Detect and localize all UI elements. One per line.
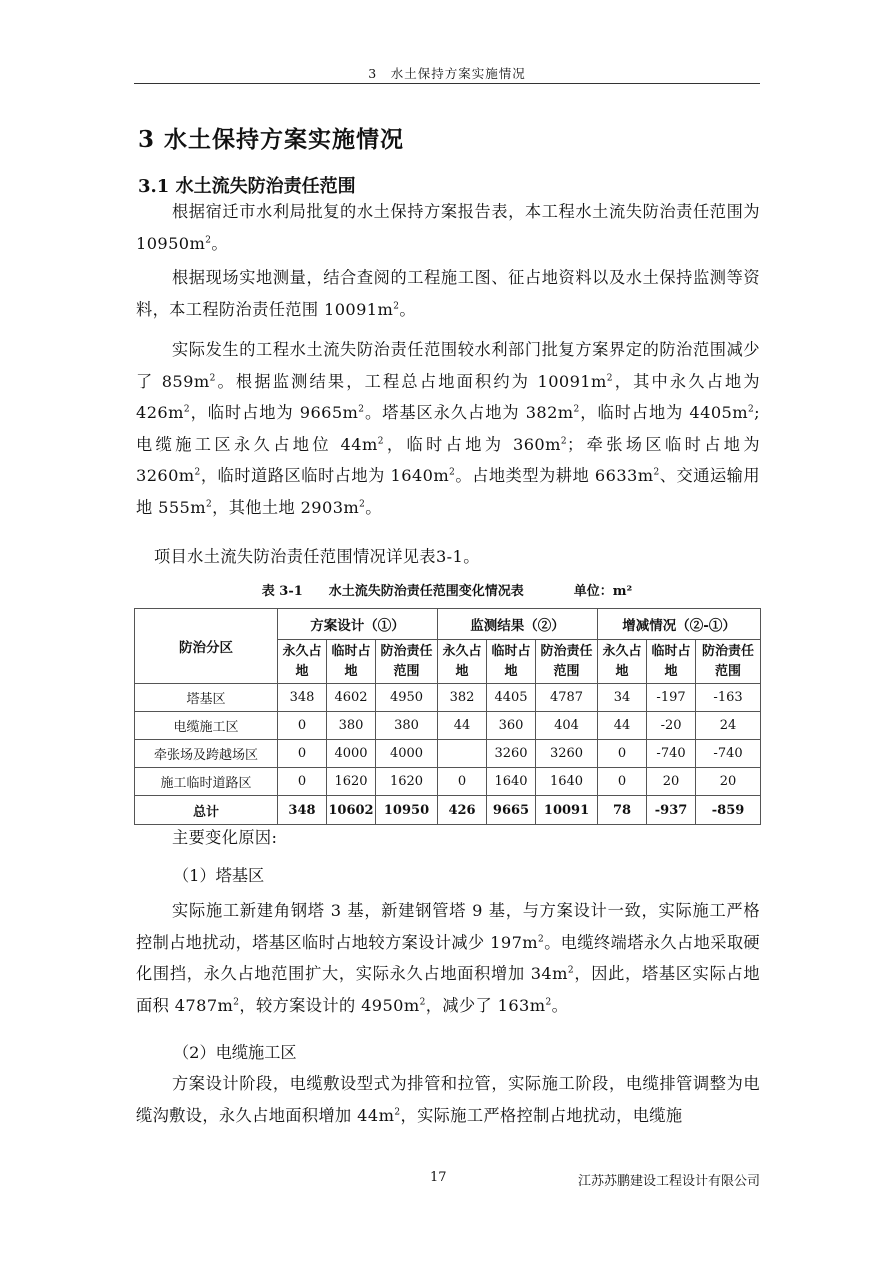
table-row (135, 740, 761, 768)
page-number: 17 (430, 1170, 447, 1185)
total-cell: 78 (598, 796, 647, 825)
subsection-tower-area: （1）塔基区 (173, 866, 265, 885)
value-cell: 34 (598, 684, 647, 712)
value-cell: 1620 (376, 768, 438, 796)
value-cell: 4950 (376, 684, 438, 712)
subsection-cable-area: （2）电缆施工区 (173, 1043, 297, 1062)
zone-cell: 牵张场及跨越场区 (135, 740, 278, 768)
total-cell: 10602 (327, 796, 376, 825)
paragraph-monitoring-result: 实际发生的工程水土流失防治责任范围较水利部门批复方案界定的防治范围减少了 $859m^2$。根据监测结果，工程总占地面积约为 $10091m^2$，其中永久占地为 $426m^2$，临时占地为 $9665m^2$。塔基区永久占地为 $382m^2$，临时占地为 $4405m^2$;电缆施工区永久占地位 $44m^2$，临时占地为 $360m^2$；牵张场区临时占地为 $3260m^2$，临时道路区临时占地为 $1640m^2$。占地类型为耕地 $6633m^2$、交通运输用地 $555m^2$，其他土地 $2903m^2$。 (136, 340, 761, 517)
value-cell: 380 (376, 712, 438, 740)
value-cell: 380 (327, 712, 376, 740)
group-header-change: 增减情况（②-①） (598, 609, 761, 640)
subcol-permanent: 永久占地 (598, 640, 647, 684)
zone-cell: 塔基区 (135, 684, 278, 712)
value-cell: 360 (487, 712, 536, 740)
value-cell: 4000 (327, 740, 376, 768)
value-cell: 1640 (487, 768, 536, 796)
value-cell: 0 (278, 712, 327, 740)
value-cell: 4000 (376, 740, 438, 768)
table-row (135, 712, 761, 740)
subcol-permanent: 永久占地 (278, 640, 327, 684)
paragraph-approved-scope: 根据宿迁市水利局批复的水土保持方案报告表，本工程水土流失防治责任范围为$10950m^2$。 (136, 202, 760, 253)
table-row (135, 768, 761, 796)
table-caption: 表 3-1 水土流失防治责任范围变化情况表 单位：m² (261, 584, 633, 599)
table-total-row (135, 796, 761, 825)
value-cell: 3260 (536, 740, 598, 768)
subcol-scope: 防治责任范围 (696, 640, 761, 684)
total-cell: 348 (278, 796, 327, 825)
subcol-permanent: 永久占地 (438, 640, 487, 684)
responsibility-scope-table (134, 608, 761, 825)
table-row (135, 684, 761, 712)
total-cell: 10091 (536, 796, 598, 825)
value-cell: 0 (598, 768, 647, 796)
value-cell: 1620 (327, 768, 376, 796)
value-cell: 0 (438, 768, 487, 796)
company-name: 江苏苏鹏建设工程设计有限公司 (577, 1174, 760, 1189)
subcol-temporary: 临时占地 (487, 640, 536, 684)
value-cell: 0 (278, 740, 327, 768)
value-cell: 4602 (327, 684, 376, 712)
paragraph-cable-area: 方案设计阶段，电缆敷设型式为排管和拉管，实际施工阶段，电缆排管调整为电缆沟敷设，永久占地面积增加 $44m^2$，实际施工严格控制占地扰动，电缆施 (136, 1074, 760, 1125)
running-header: 3 水土保持方案实施情况 (368, 66, 526, 81)
value-cell: 348 (278, 684, 327, 712)
value-cell: 0 (278, 768, 327, 796)
group-header-design: 方案设计（①） (278, 609, 438, 640)
value-cell: -20 (647, 712, 696, 740)
subcol-temporary: 临时占地 (327, 640, 376, 684)
total-label: 总计 (135, 796, 278, 825)
paragraph-measured-scope: 根据现场实地测量，结合查阅的工程施工图、征占地资料以及水土保持监测等资料，本工程防治责任范围 $10091m^2$。 (136, 268, 760, 319)
value-cell: 44 (598, 712, 647, 740)
header-rule (134, 83, 760, 84)
chapter-heading: 3 水土保持方案实施情况 (138, 126, 405, 153)
value-cell: 1640 (536, 768, 598, 796)
value-cell: 20 (647, 768, 696, 796)
total-cell: -859 (696, 796, 761, 825)
value-cell: 4787 (536, 684, 598, 712)
value-cell (438, 740, 487, 768)
section-heading: 3.1 水土流失防治责任范围 (138, 176, 356, 197)
zone-cell: 施工临时道路区 (135, 768, 278, 796)
value-cell: -163 (696, 684, 761, 712)
total-cell: 10950 (376, 796, 438, 825)
total-cell: 9665 (487, 796, 536, 825)
value-cell: 44 (438, 712, 487, 740)
paragraph-tower-area: 实际施工新建角钢塔 3 基，新建钢管塔 9 基，与方案设计一致，实际施工严格控制占地扰动，塔基区临时占地较方案设计减少 $197m^2$。电缆终端塔永久占地采取硬化围挡，永久占地范围扩大，实际永久占地面积增加 $34m^2$，因此，塔基区实际占地面积 $4787m^2$，较方案设计的 $4950m^2$，减少了 $163m^2$。 (136, 901, 761, 1015)
value-cell: 382 (438, 684, 487, 712)
total-cell: -937 (647, 796, 696, 825)
paragraph-table-reference: 项目水土流失防治责任范围情况详见表3-1。 (154, 547, 480, 566)
value-cell: 20 (696, 768, 761, 796)
value-cell: 4405 (487, 684, 536, 712)
reasons-title: 主要变化原因: (172, 828, 278, 847)
subcol-scope: 防治责任范围 (536, 640, 598, 684)
value-cell: -740 (647, 740, 696, 768)
value-cell: -740 (696, 740, 761, 768)
zone-column-header: 防治分区 (135, 609, 278, 684)
value-cell: -197 (647, 684, 696, 712)
subcol-scope: 防治责任范围 (376, 640, 438, 684)
subcol-temporary: 临时占地 (647, 640, 696, 684)
value-cell: 0 (598, 740, 647, 768)
zone-cell: 电缆施工区 (135, 712, 278, 740)
value-cell: 24 (696, 712, 761, 740)
group-header-monitoring: 监测结果（②） (438, 609, 598, 640)
value-cell: 3260 (487, 740, 536, 768)
value-cell: 404 (536, 712, 598, 740)
total-cell: 426 (438, 796, 487, 825)
